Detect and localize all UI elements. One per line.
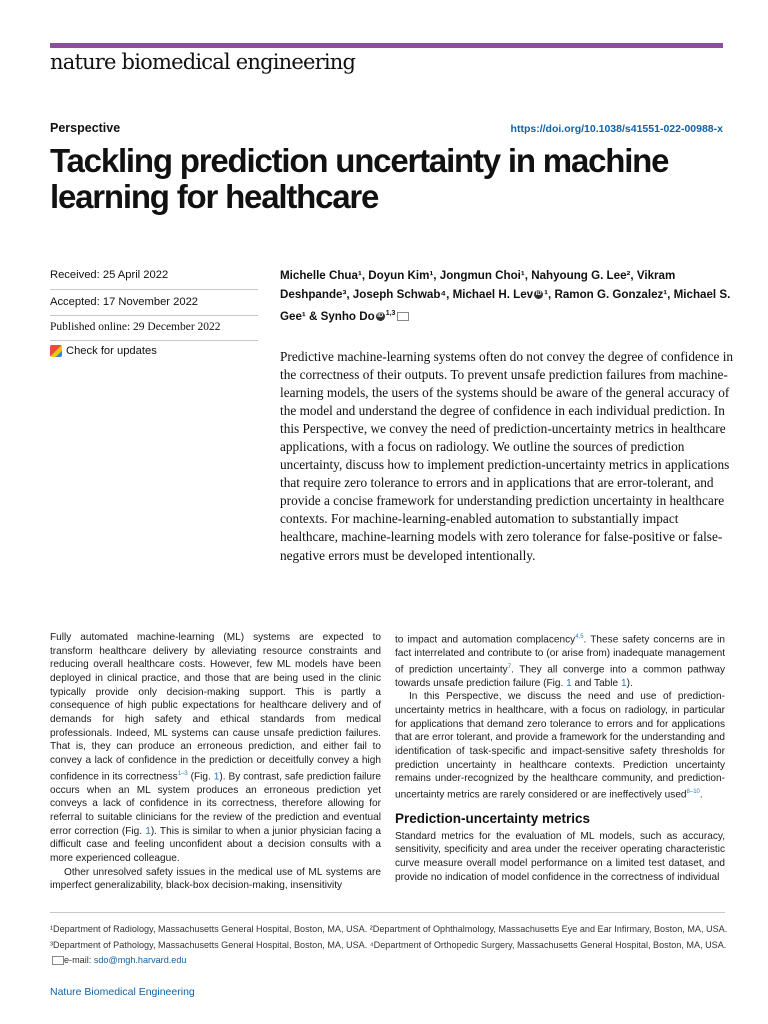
abstract-text: Predictive machine-learning systems often do not convey the degree of confidence in the correctness of their outputs. To prevent unsafe prediction failures from machine-learning models, the users of the systems should be aware of the general accuracy of the model and understand the degree of confidence in each individual prediction. In this Perspective, we convey the need of prediction-uncertainty metrics in healthcare applications, with a focus on radiology. We outline the sources of prediction uncertainty, discuss how to implement prediction-uncertainty metrics in applications that require zero tolerance to errors and in applications that are error-tolerant, and provide a concise framework for understanding prediction uncertainty in healthcare contexts. For machine-learning-enabled automation to substantially impact healthcare, machine-learning models with zero tolerance for false-positive or false-negative errors must be developed intentionally. — [280, 349, 734, 563]
doi-link[interactable]: https://doi.org/10.1038/s41551-022-00988-x — [510, 123, 723, 135]
text-run: (Fig. — [187, 770, 214, 782]
text-run: to impact and automation complacency — [395, 634, 576, 646]
article-title: Tackling prediction uncertainty in machine learning for healthcare — [50, 142, 669, 215]
reference-link[interactable]: 7 — [507, 663, 512, 670]
divider — [50, 315, 258, 316]
accepted-date: Accepted: 17 November 2022 — [50, 296, 199, 308]
footer-journal: Nature Biomedical Engineering — [50, 986, 195, 998]
reference-link[interactable]: 1–3 — [177, 770, 188, 777]
authors-line2: ¹, Ramon G. Gonzalez¹, Michael S. Gee¹ & Synho Do — [280, 288, 731, 323]
journal-accent-bar — [50, 43, 723, 48]
paragraph — [395, 690, 725, 802]
crossmark-icon — [50, 345, 62, 357]
email-icon — [52, 956, 64, 965]
figure-link[interactable]: 1 — [566, 677, 572, 689]
email-icon[interactable] — [397, 312, 409, 321]
check-updates-label: Check for updates — [66, 345, 157, 357]
email-link[interactable]: sdo@mgh.harvard.edu — [93, 955, 187, 965]
text-run: . — [699, 789, 703, 801]
orcid-icon[interactable]: iD — [377, 313, 384, 320]
paragraph: Other unresolved safety issues in the medical use of ML systems are imperfect generalizability, black-box decision-making, insensitivity — [50, 866, 381, 892]
journal-name: nature biomedical engineering — [50, 50, 356, 74]
abstract — [280, 348, 735, 565]
reference-link[interactable]: 4,5 — [575, 634, 584, 640]
table-link[interactable]: 1 — [620, 677, 627, 689]
text-run: ). By contrast, safe prediction failure occurs when an ML system produces an erroneous prediction yet conveys a lack of confidence in its correctness, therefore allowing for referral to suitable clinicians for the review of the prediction and eventual error correction (Fig. — [50, 770, 382, 837]
paragraph — [395, 631, 725, 690]
text-run: . These safety concerns are in fact interrelated and contribute to (or arise from) inadequate management of prediction uncertainty — [395, 634, 725, 676]
published-date: Published online: 29 December 2022 — [50, 321, 221, 333]
article-type: Perspective — [50, 121, 121, 135]
author-list — [280, 266, 735, 326]
figure-link[interactable]: 1 — [213, 770, 220, 782]
paragraph: Standard metrics for the evaluation of ML models, such as accuracy, sensitivity, specificity and area under the receiver operating characteristic curve measure overall model performance on a limited test dataset, and provide no indication of model confidence in the correctness of individual — [395, 830, 725, 883]
affiliations-text: ¹Department of Radiology, Massachusetts General Hospital, Boston, MA, USA. ²Department of Ophthalmology, Massachusetts Eye and Ear Infirmary, Boston, MA, USA. ³Department of Pathology, Massachusetts General Hospital, Boston, MA, USA. ⁴Department of Orthopedic Surgery, Massachusetts General Hospital, Boston, MA, USA. — [50, 924, 728, 950]
paragraph — [50, 631, 381, 866]
divider — [50, 289, 258, 290]
text-run: and Table — [571, 677, 621, 689]
text-run: . They all converge into a common pathway towards unsafe prediction failure (Fig. — [395, 664, 725, 689]
email-label: e-mail: — [64, 955, 94, 965]
text-run: In this Perspective, we discuss the need and use of prediction-uncertainty metrics in healthcare, with a focus on radiology, in particular for applications that demand zero tolerance to errors and for applications that are error tolerant, and provide a framework for the understanding and identification of task-specific and impact-sensitive safety thresholds for prediction uncertainty in healthcare contexts. Prediction uncertainty remains under-recognized by the healthcare community, and prediction-uncertainty metrics are rarely considered or are ineffectively used — [395, 691, 725, 801]
affiliations-footnote — [50, 922, 730, 969]
orcid-icon[interactable]: iD — [535, 291, 542, 298]
figure-link[interactable]: 1 — [145, 825, 151, 837]
text-run: ). — [626, 677, 633, 689]
section-heading: Prediction-uncertainty metrics — [395, 810, 591, 826]
received-date: Received: 25 April 2022 — [50, 269, 169, 281]
reference-link[interactable]: 8–10 — [686, 788, 700, 795]
body-column-left — [50, 631, 381, 893]
authors-line1: Michelle Chua¹, Doyun Kim¹, Jongmun Choi¹, Nahyoung G. Lee², Vikram Deshpande³, Joseph Schwab⁴, Michael H. Lev — [280, 269, 676, 301]
footnote-divider — [50, 912, 725, 913]
body-column-right — [395, 631, 725, 884]
text-run: ). This is similar to when a junior physician facing a difficult case and feeling unconfident about a decision consults with a more experienced colleague. — [50, 825, 381, 864]
check-for-updates-button[interactable] — [50, 345, 157, 357]
text-run: Fully automated machine-learning (ML) systems are expected to transform healthcare delivery by alleviating resource constraints and reducing overall healthcare costs. However, few ML models have been deployed in clinical practice, and those that are being used in the clinic typically provide only decision-making support. This is partly a consequence of high public expectations for healthcare delivery and of demands for high safety and ethical standards from medical professionals. Indeed, ML systems can cause unsafe prediction failures. That is, they can produce an erroneous prediction, and either fail to convey a lack of confidence in the prediction or deceitfully convey a high confidence in its correctness — [50, 632, 381, 782]
divider — [50, 340, 258, 341]
author-affiliation-sup: 1,3 — [385, 310, 396, 317]
